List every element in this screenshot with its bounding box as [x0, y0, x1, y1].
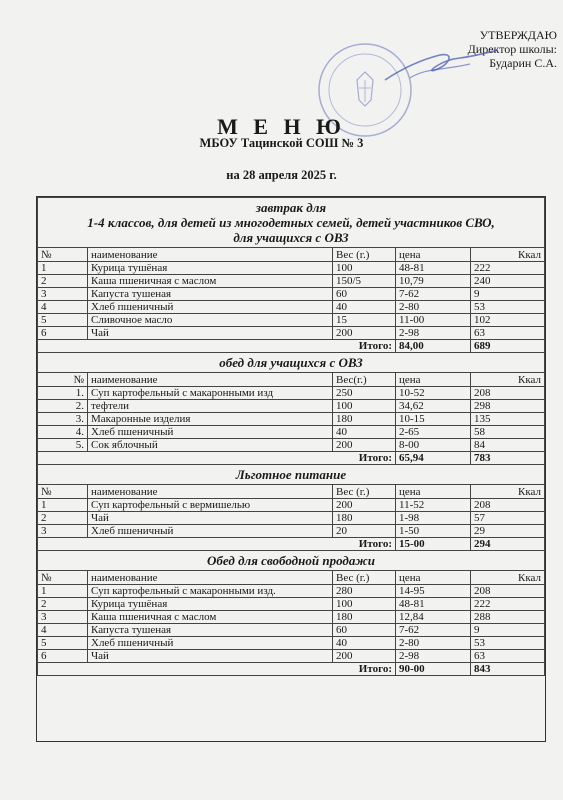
dish-kcal: 288 — [471, 611, 545, 624]
row-num: 4 — [38, 301, 88, 314]
dish-price: 10,79 — [396, 275, 471, 288]
dish-weight: 180 — [333, 512, 396, 525]
header-name: наименование — [88, 373, 333, 387]
dish-weight: 200 — [333, 650, 396, 663]
dish-price: 2-98 — [396, 327, 471, 340]
dish-kcal: 84 — [471, 439, 545, 452]
dish-kcal: 135 — [471, 413, 545, 426]
table-row — [38, 525, 545, 538]
dish-weight: 180 — [333, 611, 396, 624]
total-kcal: 843 — [471, 663, 545, 676]
dish-name: Макаронные изделия — [88, 413, 333, 426]
table-row — [38, 598, 545, 611]
dish-kcal: 29 — [471, 525, 545, 538]
header-kcal: Ккал — [471, 248, 545, 262]
section-title-row — [38, 465, 545, 485]
dish-kcal: 240 — [471, 275, 545, 288]
dish-name: тефтели — [88, 400, 333, 413]
total-price: 90-00 — [396, 663, 471, 676]
header-price: цена — [396, 248, 471, 262]
header-name: наименование — [88, 485, 333, 499]
row-num: 5. — [38, 439, 88, 452]
table-row — [38, 439, 545, 452]
row-num: 3. — [38, 413, 88, 426]
row-num: 3 — [38, 525, 88, 538]
total-label: Итого: — [38, 340, 396, 353]
menu-date: на 28 апреля 2025 г. — [226, 168, 337, 182]
section-title — [38, 198, 545, 248]
total-row — [38, 340, 545, 353]
dish-kcal: 53 — [471, 637, 545, 650]
total-label: Итого: — [38, 663, 396, 676]
dish-weight: 250 — [333, 387, 396, 400]
header-kcal: Ккал — [471, 373, 545, 387]
table-row — [38, 400, 545, 413]
table-row — [38, 327, 545, 340]
row-num: 3 — [38, 611, 88, 624]
dish-name: Чай — [88, 512, 333, 525]
approval-name: Бударин С.А. — [489, 56, 557, 70]
dish-weight: 280 — [333, 585, 396, 598]
section-title-line: 1-4 классов, для детей из многодетных семей, детей участников СВО, — [87, 215, 495, 230]
dish-weight: 100 — [333, 400, 396, 413]
section-title-line: для учащихся с ОВЗ — [233, 230, 349, 245]
school-name: МБОУ Тацинской СОШ № 3 — [199, 136, 364, 150]
section-title-line: Обед для свободной продажи — [207, 553, 375, 568]
dish-name: Суп картофельный с макаронными изд. — [88, 585, 333, 598]
dish-price: 7-62 — [396, 624, 471, 637]
header-kcal: Ккал — [471, 571, 545, 585]
row-num: 4. — [38, 426, 88, 439]
row-num: 1 — [38, 499, 88, 512]
section-title-row — [38, 198, 545, 248]
dish-price: 10-15 — [396, 413, 471, 426]
dish-weight: 180 — [333, 413, 396, 426]
row-num: 6 — [38, 327, 88, 340]
dish-price: 7-62 — [396, 288, 471, 301]
header-num: № — [38, 248, 88, 262]
total-kcal: 783 — [471, 452, 545, 465]
column-header-row — [38, 373, 545, 387]
dish-kcal: 208 — [471, 387, 545, 400]
table-row — [38, 413, 545, 426]
row-num: 3 — [38, 288, 88, 301]
column-header-row — [38, 248, 545, 262]
section-title — [38, 551, 545, 571]
dish-price: 34,62 — [396, 400, 471, 413]
approval-position: Директор школы: — [467, 42, 557, 56]
dish-price: 2-65 — [396, 426, 471, 439]
row-num: 5 — [38, 637, 88, 650]
dish-price: 1-98 — [396, 512, 471, 525]
dish-weight: 60 — [333, 624, 396, 637]
header-price: цена — [396, 373, 471, 387]
dish-price: 48-81 — [396, 262, 471, 275]
table-row — [38, 624, 545, 637]
total-price: 15-00 — [396, 538, 471, 551]
column-header-row — [38, 571, 545, 585]
dish-kcal: 9 — [471, 288, 545, 301]
table-row — [38, 288, 545, 301]
total-kcal: 294 — [471, 538, 545, 551]
total-price: 84,00 — [396, 340, 471, 353]
dish-price: 2-80 — [396, 637, 471, 650]
header-name: наименование — [88, 571, 333, 585]
dish-price: 2-80 — [396, 301, 471, 314]
dish-price: 14-95 — [396, 585, 471, 598]
dish-name: Суп картофельный с вермишелью — [88, 499, 333, 512]
dish-name: Капуста тушеная — [88, 624, 333, 637]
dish-name: Хлеб пшеничный — [88, 525, 333, 538]
dish-name: Капуста тушеная — [88, 288, 333, 301]
column-header-row — [38, 485, 545, 499]
table-row — [38, 637, 545, 650]
dish-kcal: 102 — [471, 314, 545, 327]
dish-kcal: 298 — [471, 400, 545, 413]
dish-weight: 200 — [333, 327, 396, 340]
dish-kcal: 57 — [471, 512, 545, 525]
approval-title: УТВЕРЖДАЮ — [479, 28, 557, 42]
table-row — [38, 387, 545, 400]
dish-name: Курица тушёная — [88, 598, 333, 611]
total-row — [38, 538, 545, 551]
header-weight: Вес (г.) — [333, 485, 396, 499]
page-title: М Е Н Ю — [217, 114, 346, 139]
dish-name: Хлеб пшеничный — [88, 426, 333, 439]
dish-weight: 200 — [333, 439, 396, 452]
total-row — [38, 452, 545, 465]
dish-price: 11-52 — [396, 499, 471, 512]
dish-weight: 15 — [333, 314, 396, 327]
dish-weight: 100 — [333, 598, 396, 611]
dish-weight: 40 — [333, 426, 396, 439]
table-row — [38, 650, 545, 663]
dish-name: Каша пшеничная с маслом — [88, 275, 333, 288]
section-title-line: Льготное питание — [235, 467, 347, 482]
dish-kcal: 9 — [471, 624, 545, 637]
dish-weight: 40 — [333, 637, 396, 650]
dish-kcal: 58 — [471, 426, 545, 439]
header-num: № — [38, 373, 88, 387]
dish-kcal: 53 — [471, 301, 545, 314]
table-row — [38, 512, 545, 525]
dish-kcal: 208 — [471, 499, 545, 512]
dish-weight: 200 — [333, 499, 396, 512]
dish-name: Курица тушёная — [88, 262, 333, 275]
table-row — [38, 262, 545, 275]
header-weight: Вес (г.) — [333, 571, 396, 585]
dish-price: 12,84 — [396, 611, 471, 624]
row-num: 1 — [38, 262, 88, 275]
dish-price: 1-50 — [396, 525, 471, 538]
dish-price: 48-81 — [396, 598, 471, 611]
section-title-line: обед для учащихся с ОВЗ — [219, 355, 363, 370]
dish-name: Сливочное масло — [88, 314, 333, 327]
total-row — [38, 663, 545, 676]
header-name: наименование — [88, 248, 333, 262]
total-price: 65,94 — [396, 452, 471, 465]
header-weight: Вес(г.) — [333, 373, 396, 387]
menu-frame — [36, 196, 546, 742]
dish-kcal: 63 — [471, 327, 545, 340]
section-title-row — [38, 551, 545, 571]
dish-price: 8-00 — [396, 439, 471, 452]
row-num: 1. — [38, 387, 88, 400]
dish-kcal: 63 — [471, 650, 545, 663]
table-row — [38, 314, 545, 327]
dish-price: 2-98 — [396, 650, 471, 663]
dish-name: Чай — [88, 327, 333, 340]
menu-table — [37, 197, 545, 676]
row-num: 1 — [38, 585, 88, 598]
row-num: 2 — [38, 512, 88, 525]
header-num: № — [38, 485, 88, 499]
dish-weight: 60 — [333, 288, 396, 301]
table-row — [38, 426, 545, 439]
header-price: цена — [396, 571, 471, 585]
dish-name: Суп картофельный с макаронными изд — [88, 387, 333, 400]
table-row — [38, 499, 545, 512]
section-title-row — [38, 353, 545, 373]
director-signature — [380, 40, 500, 90]
row-num: 2. — [38, 400, 88, 413]
dish-weight: 40 — [333, 301, 396, 314]
header-num: № — [38, 571, 88, 585]
total-label: Итого: — [38, 452, 396, 465]
table-row — [38, 301, 545, 314]
dish-name: Чай — [88, 650, 333, 663]
dish-kcal: 222 — [471, 262, 545, 275]
total-label: Итого: — [38, 538, 396, 551]
row-num: 6 — [38, 650, 88, 663]
header-price: цена — [396, 485, 471, 499]
dish-name: Хлеб пшеничный — [88, 301, 333, 314]
dish-kcal: 222 — [471, 598, 545, 611]
section-title-line: завтрак для — [255, 200, 327, 215]
dish-name: Хлеб пшеничный — [88, 637, 333, 650]
section-title — [38, 465, 545, 485]
dish-price: 11-00 — [396, 314, 471, 327]
table-row — [38, 275, 545, 288]
dish-name: Сок яблочный — [88, 439, 333, 452]
header-kcal: Ккал — [471, 485, 545, 499]
total-kcal: 689 — [471, 340, 545, 353]
dish-weight: 100 — [333, 262, 396, 275]
dish-weight: 150/5 — [333, 275, 396, 288]
dish-name: Каша пшеничная с маслом — [88, 611, 333, 624]
row-num: 5 — [38, 314, 88, 327]
dish-weight: 20 — [333, 525, 396, 538]
dish-kcal: 208 — [471, 585, 545, 598]
table-row — [38, 611, 545, 624]
table-row — [38, 585, 545, 598]
section-title — [38, 353, 545, 373]
dish-price: 10-52 — [396, 387, 471, 400]
header-weight: Вес (г.) — [333, 248, 396, 262]
row-num: 4 — [38, 624, 88, 637]
row-num: 2 — [38, 275, 88, 288]
row-num: 2 — [38, 598, 88, 611]
